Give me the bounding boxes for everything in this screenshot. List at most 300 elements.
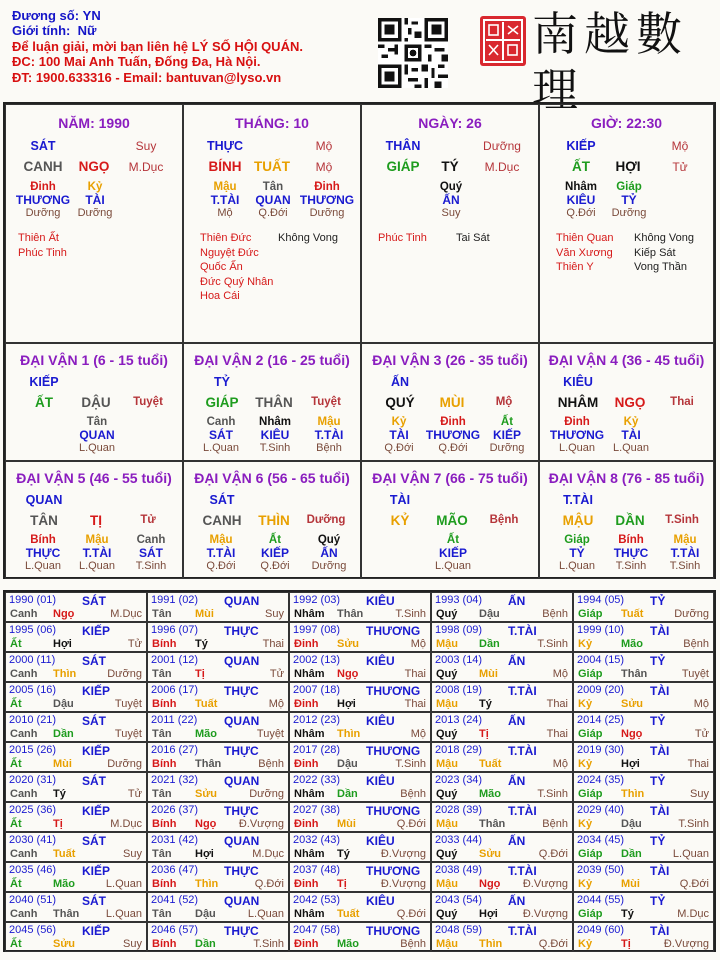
dai-van-hidden — [656, 534, 714, 572]
year-star: ẤN — [508, 714, 526, 728]
pillar-chi: TÝ — [441, 159, 459, 174]
annual-year-cell — [5, 652, 147, 682]
shensha-list — [378, 231, 533, 246]
annual-year-cell — [289, 592, 431, 622]
year-star: TỶ — [650, 894, 666, 908]
year-label: 2042 (53) — [293, 894, 341, 906]
year-star: KIÊU — [366, 594, 395, 608]
year-label: 2012 (23) — [293, 714, 341, 726]
year-stage: L.Quan — [105, 878, 142, 890]
year-label: 1997 (08) — [293, 624, 341, 636]
annual-year-cell — [573, 922, 714, 952]
year-star: KIÊU — [366, 654, 395, 668]
year-stage: Dưỡng — [107, 668, 142, 680]
contact-phone-email: ĐT: 1900.633316 - Email: bantuvan@lyso.vn — [12, 69, 282, 85]
shensha-left: Phúc Tinh — [378, 232, 427, 244]
year-chi: Mão — [621, 638, 643, 650]
hidden-stage: Q.Đới — [566, 207, 596, 219]
year-can: Tân — [152, 788, 172, 800]
year-chi: Mùi — [337, 818, 356, 830]
hidden-stem — [14, 181, 72, 219]
contact-invite: Để luận giải, mời bạn liên hệ LÝ SỐ HỘI QUÁN. — [12, 38, 303, 54]
owner-value: YN — [82, 8, 101, 23]
dai-van-hidden — [192, 534, 250, 572]
year-stage: Bệnh — [542, 608, 568, 620]
year-stage: Dưỡng — [107, 758, 142, 770]
year-label: 2008 (19) — [435, 684, 483, 696]
year-label: 1995 (06) — [9, 624, 57, 636]
year-can: Kỷ — [578, 698, 593, 710]
dai-van-hidden-can: Quý — [317, 534, 341, 546]
year-chi: Dần — [479, 638, 500, 650]
shensha-row — [556, 260, 711, 275]
year-chi: Dậu — [53, 698, 74, 710]
shensha-row — [200, 260, 355, 275]
shensha-right: Vong Thần — [634, 261, 688, 274]
annual-year-cell — [573, 892, 714, 922]
annual-year-cell — [573, 862, 714, 892]
year-stage: Q.Đới — [254, 878, 284, 890]
annual-year-cell — [147, 802, 289, 832]
dai-van-hidden — [68, 416, 126, 454]
year-star: TÀI — [650, 744, 670, 758]
dai-van-can: ẤT — [35, 395, 53, 410]
annual-year-cell — [289, 622, 431, 652]
year-star: TỶ — [650, 834, 666, 848]
annual-years-table — [3, 590, 716, 952]
year-can: Quý — [436, 788, 458, 800]
dai-van-hidden-stage: L.Quan — [24, 560, 62, 572]
year-can: Đinh — [294, 818, 319, 830]
dai-van-stage: Bệnh — [489, 514, 519, 526]
year-stage: Bệnh — [258, 758, 284, 770]
year-stage: L.Quan — [105, 908, 142, 920]
annual-year-cell — [5, 682, 147, 712]
dai-van-can: KỶ — [390, 513, 410, 528]
annual-year-cell — [431, 682, 573, 712]
year-stage: Q.Đới — [538, 848, 568, 860]
annual-year-cell — [431, 772, 573, 802]
hidden-can: Kỷ — [87, 181, 103, 193]
year-stage: Tử — [694, 728, 709, 740]
year-label: 1991 (02) — [151, 594, 199, 606]
year-star: SÁT — [82, 654, 106, 668]
annual-year-cell — [289, 922, 431, 952]
year-chi: Sửu — [479, 848, 502, 860]
annual-year-cell — [289, 712, 431, 742]
year-can: Bính — [152, 938, 177, 950]
shensha-row — [556, 246, 711, 261]
dai-van-star: TÀI — [389, 493, 411, 507]
shensha-row — [200, 231, 355, 246]
hidden-stage: Q.Đới — [258, 207, 288, 219]
year-label: 2018 (29) — [435, 744, 483, 756]
pillar-cell — [539, 104, 714, 343]
year-label: 2031 (42) — [151, 834, 199, 846]
annual-year-cell — [147, 832, 289, 862]
annual-year-cell — [431, 652, 573, 682]
annual-year-cell — [289, 772, 431, 802]
year-can: Giáp — [578, 608, 603, 620]
year-label: 2038 (49) — [435, 864, 483, 876]
annual-year-cell — [5, 862, 147, 892]
year-label: 1998 (09) — [435, 624, 483, 636]
year-label: 1992 (03) — [293, 594, 341, 606]
year-star: THỰC — [224, 864, 259, 878]
year-chi: Thân — [195, 758, 222, 770]
year-can: Ất — [10, 818, 22, 830]
year-stage: Bệnh — [683, 638, 709, 650]
year-label: 2024 (35) — [577, 774, 625, 786]
shensha-left: Thiên Y — [556, 261, 594, 274]
dai-van-hidden-ten-god: TÀI — [389, 428, 409, 442]
dai-van-hidden-stage: Q.Đới — [206, 560, 236, 572]
year-label: 2041 (52) — [151, 894, 199, 906]
year-can: Tân — [152, 668, 172, 680]
year-label: 2023 (34) — [435, 774, 483, 786]
year-chi: Ngọ — [53, 608, 75, 620]
dai-van-hidden — [602, 534, 660, 572]
dai-van-hidden-ten-god: THỰC — [25, 546, 61, 560]
year-can: Quý — [436, 668, 458, 680]
pillar-can: ẤT — [572, 159, 590, 174]
year-stage: Dưỡng — [249, 788, 284, 800]
dai-van-hidden — [246, 416, 304, 454]
shensha-row — [200, 246, 355, 261]
year-star: TÀI — [650, 684, 670, 698]
year-stage: Đ.Vượng — [380, 848, 426, 860]
year-can: Đinh — [294, 638, 319, 650]
shensha-left: Đức Quý Nhân — [200, 275, 274, 288]
hidden-stage: Dưỡng — [77, 207, 113, 219]
dai-van-hidden-stage: T.Sinh — [135, 560, 167, 572]
year-star: TÀI — [650, 924, 670, 938]
year-can: Bính — [152, 698, 177, 710]
year-label: 2016 (27) — [151, 744, 199, 756]
pillar-star-left: KIẾP — [566, 139, 596, 153]
annual-year-cell — [147, 892, 289, 922]
pillar-title: THÁNG: 10 — [235, 115, 309, 131]
hidden-ten-god: THƯƠNG — [299, 193, 355, 207]
year-chi: Mùi — [479, 668, 498, 680]
dai-van-can: TÂN — [30, 513, 58, 528]
shensha-row — [556, 231, 711, 246]
year-chi: Tị — [479, 728, 489, 740]
dai-van-can: NHÂM — [557, 395, 599, 410]
year-star: THỰC — [224, 684, 259, 698]
year-label: 2044 (55) — [577, 894, 625, 906]
dai-van-hidden-stage: L.Quan — [78, 442, 116, 454]
year-label: 2022 (33) — [293, 774, 341, 786]
year-can: Quý — [436, 848, 458, 860]
dai-van-cell — [361, 461, 539, 579]
year-label: 2048 (59) — [435, 924, 483, 936]
year-stage: T.Sinh — [395, 758, 426, 770]
year-star: THƯƠNG — [366, 864, 421, 878]
dai-van-hidden-can: Canh — [206, 416, 236, 428]
hidden-stage: Dưỡng — [611, 207, 647, 219]
year-chi: Tuất — [337, 908, 360, 920]
dai-van-hidden-can: Nhâm — [259, 416, 291, 428]
year-label: 1993 (04) — [435, 594, 483, 606]
dai-van-hidden — [300, 416, 358, 454]
year-label: 2034 (45) — [577, 834, 625, 846]
annual-year-cell — [147, 712, 289, 742]
year-chi: Dần — [621, 848, 642, 860]
year-label: 2028 (39) — [435, 804, 483, 816]
hidden-stem — [244, 181, 302, 219]
year-label: 2043 (54) — [435, 894, 483, 906]
dai-van-hidden-can: Mậu — [317, 416, 341, 428]
year-stage: Tử — [269, 668, 284, 680]
year-stage: Q.Đới — [396, 818, 426, 830]
year-label: 2014 (25) — [577, 714, 625, 726]
dai-van-cell — [539, 343, 714, 461]
year-stage: Q.Đới — [679, 878, 709, 890]
dai-van-hidden-ten-god: KIẾP — [438, 546, 467, 560]
pillar-cell — [361, 104, 539, 343]
year-chi: Tý — [53, 788, 66, 800]
year-star: SÁT — [82, 594, 106, 608]
year-can: Nhâm — [294, 668, 325, 680]
dai-van-hidden-stage: Q.Đới — [260, 560, 290, 572]
year-stage: M.Dục — [677, 908, 709, 920]
year-chi: Ngọ — [621, 728, 643, 740]
year-label: 2049 (60) — [577, 924, 625, 936]
year-can: Giáp — [578, 668, 603, 680]
dai-van-title: ĐẠI VẬN 8 (76 - 85 tuổi) — [548, 470, 705, 486]
pillar-star-right: Dưỡng — [483, 139, 521, 153]
annual-year-cell — [147, 622, 289, 652]
year-can: Mậu — [436, 938, 458, 950]
year-can: Bính — [152, 758, 177, 770]
year-label: 2025 (36) — [9, 804, 57, 816]
year-star: THỰC — [224, 924, 259, 938]
dai-van-chi: THÌN — [258, 513, 290, 528]
gender-label: Giới tính: — [12, 23, 71, 39]
dai-van-chi: DẦN — [615, 513, 645, 528]
pillar-can: BÍNH — [208, 159, 242, 174]
year-stage: Tuyệt — [256, 728, 284, 740]
year-chi: Tý — [621, 908, 634, 920]
dai-van-can: QUÝ — [385, 395, 415, 410]
annual-year-cell — [147, 862, 289, 892]
dai-van-hidden-stage: Dưỡng — [311, 560, 347, 572]
dai-van-title: ĐẠI VẬN 1 (6 - 15 tuổi) — [20, 352, 168, 368]
year-stage: Thai — [404, 698, 426, 710]
dai-van-hidden — [424, 416, 482, 454]
year-star: T.TÀI — [508, 684, 537, 698]
annual-year-cell — [431, 862, 573, 892]
dai-van-hidden-ten-god: TÀI — [621, 428, 641, 442]
dai-van-chi: TỊ — [90, 513, 102, 528]
year-stage: Suy — [123, 848, 142, 860]
year-chi: Tị — [337, 878, 347, 890]
year-star: KIẾP — [82, 744, 111, 758]
year-star: THỰC — [224, 804, 259, 818]
year-stage: Tuyệt — [114, 728, 142, 740]
year-star: QUAN — [224, 834, 260, 848]
year-chi: Thân — [337, 608, 364, 620]
annual-year-cell — [573, 592, 714, 622]
hidden-can: Nhâm — [565, 181, 597, 193]
year-star: SÁT — [82, 894, 106, 908]
hidden-stem — [298, 181, 356, 219]
year-star: T.TÀI — [508, 864, 537, 878]
annual-year-cell — [5, 772, 147, 802]
dai-van-hidden — [14, 534, 72, 572]
hidden-ten-god: TÀI — [85, 193, 105, 207]
year-stage: Thai — [546, 698, 568, 710]
annual-year-cell — [5, 712, 147, 742]
pillar-title: GIỜ: 22:30 — [590, 115, 663, 131]
year-label: 2027 (38) — [293, 804, 341, 816]
year-stage: T.Sinh — [678, 818, 709, 830]
year-label: 1999 (10) — [577, 624, 625, 636]
year-chi: Mùi — [53, 758, 72, 770]
year-can: Giáp — [578, 728, 603, 740]
dai-van-hidden-stage: L.Quan — [434, 560, 472, 572]
year-stage: T.Sinh — [253, 938, 284, 950]
pillar-can: GIÁP — [386, 159, 420, 174]
shensha-list — [556, 231, 711, 275]
year-chi: Thìn — [479, 938, 503, 950]
dai-van-hidden-can: Tân — [86, 416, 108, 428]
dai-van-can: MẬU — [562, 513, 594, 528]
dai-van-title: ĐẠI VẬN 3 (26 - 35 tuổi) — [372, 352, 528, 368]
year-label: 2047 (58) — [293, 924, 341, 936]
year-chi: Tuất — [195, 698, 218, 710]
year-chi: Mùi — [195, 608, 214, 620]
year-can: Mậu — [436, 698, 458, 710]
year-chi: Hợi — [195, 848, 214, 860]
year-star: ẤN — [508, 894, 526, 908]
year-chi: Dần — [195, 938, 216, 950]
year-chi: Hợi — [337, 698, 356, 710]
year-chi: Thìn — [337, 728, 361, 740]
year-can: Tân — [152, 908, 172, 920]
year-star: THƯƠNG — [366, 684, 421, 698]
dai-van-hidden-can: Ất — [500, 416, 514, 428]
year-star: T.TÀI — [508, 744, 537, 758]
year-label: 1996 (07) — [151, 624, 199, 636]
shensha-row — [18, 231, 173, 246]
dai-van-stage: Thai — [670, 396, 694, 408]
year-can: Đinh — [294, 938, 319, 950]
annual-year-cell — [431, 622, 573, 652]
year-stage: Suy — [690, 788, 709, 800]
dai-van-stage: Tuyệt — [311, 396, 341, 408]
year-chi: Tị — [621, 938, 631, 950]
dai-van-hidden-can: Mậu — [209, 534, 233, 546]
year-chi: Sửu — [337, 638, 360, 650]
year-chi: Dậu — [479, 608, 500, 620]
year-can: Ất — [10, 758, 22, 770]
year-stage: Mộ — [410, 728, 426, 740]
dai-van-star: KIÊU — [563, 375, 593, 389]
year-star: SÁT — [82, 714, 106, 728]
year-star: KIẾP — [82, 684, 111, 698]
year-chi: Tuất — [621, 608, 644, 620]
dai-van-hidden-ten-god: T.TÀI — [82, 546, 112, 560]
year-star: TÀI — [650, 804, 670, 818]
qr-code-icon — [378, 18, 448, 88]
year-star: TÀI — [650, 624, 670, 638]
year-chi: Tý — [479, 698, 492, 710]
hidden-stage: Mộ — [217, 207, 233, 219]
red-seal-logo — [478, 14, 528, 68]
pillar-star-right: Mộ — [671, 139, 689, 153]
dai-van-chi: MÙI — [439, 395, 465, 410]
shensha-left: Quốc Ấn — [200, 261, 243, 274]
dai-van-hidden — [602, 416, 660, 454]
dai-van-stage: Mộ — [495, 396, 513, 408]
shensha-right: Không Vong — [634, 232, 694, 244]
pillar-extra: M.Dục — [128, 160, 164, 174]
year-stage: Dưỡng — [674, 608, 709, 620]
year-can: Kỷ — [578, 878, 593, 890]
year-chi: Mão — [53, 878, 75, 890]
annual-year-cell — [573, 682, 714, 712]
year-label: 2015 (26) — [9, 744, 57, 756]
dai-van-hidden — [246, 534, 304, 572]
annual-year-cell — [5, 742, 147, 772]
year-can: Đinh — [294, 758, 319, 770]
dai-van-hidden-can: Kỷ — [391, 416, 407, 428]
dai-van-hidden-can: Mậu — [85, 534, 109, 546]
year-stage: Bệnh — [542, 818, 568, 830]
dai-van-stage: Tử — [140, 514, 156, 526]
year-chi: Sửu — [53, 938, 76, 950]
year-can: Đinh — [294, 878, 319, 890]
year-stage: Q.Đới — [538, 938, 568, 950]
year-label: 2010 (21) — [9, 714, 57, 726]
hidden-ten-god: TỶ — [621, 193, 637, 207]
year-star: QUAN — [224, 774, 260, 788]
year-label: 2000 (11) — [9, 654, 56, 666]
annual-year-cell — [289, 862, 431, 892]
year-chi: Dần — [337, 788, 358, 800]
year-star: THƯƠNG — [366, 744, 421, 758]
pillar-extra: Tử — [672, 160, 688, 174]
annual-year-cell — [573, 772, 714, 802]
year-can: Bính — [152, 638, 177, 650]
year-stage: Suy — [123, 938, 142, 950]
annual-year-cell — [431, 922, 573, 952]
dai-van-hidden-ten-god: TỶ — [569, 546, 585, 560]
dai-van-hidden-stage: Dưỡng — [489, 442, 525, 454]
dai-van-chi: NGỌ — [614, 395, 646, 410]
year-chi: Mão — [479, 788, 501, 800]
year-can: Giáp — [578, 848, 603, 860]
dai-van-star: ẤN — [390, 375, 410, 389]
dai-van-cell — [5, 343, 183, 461]
hidden-ten-god: T.TÀI — [210, 193, 240, 207]
dai-van-star: TỶ — [214, 375, 230, 389]
pillar-extra: M.Dục — [484, 160, 520, 174]
pillar-extra: Mộ — [315, 160, 333, 174]
annual-year-cell — [573, 712, 714, 742]
year-chi: Dậu — [195, 908, 216, 920]
pillar-can: CANH — [23, 159, 63, 174]
dai-van-title: ĐẠI VẬN 2 (16 - 25 tuổi) — [194, 352, 350, 368]
year-can: Kỷ — [578, 818, 593, 830]
year-label: 2036 (47) — [151, 864, 199, 876]
year-chi: Mão — [337, 938, 359, 950]
dai-van-hidden-ten-god: T.TÀI — [206, 546, 236, 560]
annual-year-cell — [573, 802, 714, 832]
year-can: Mậu — [436, 818, 458, 830]
